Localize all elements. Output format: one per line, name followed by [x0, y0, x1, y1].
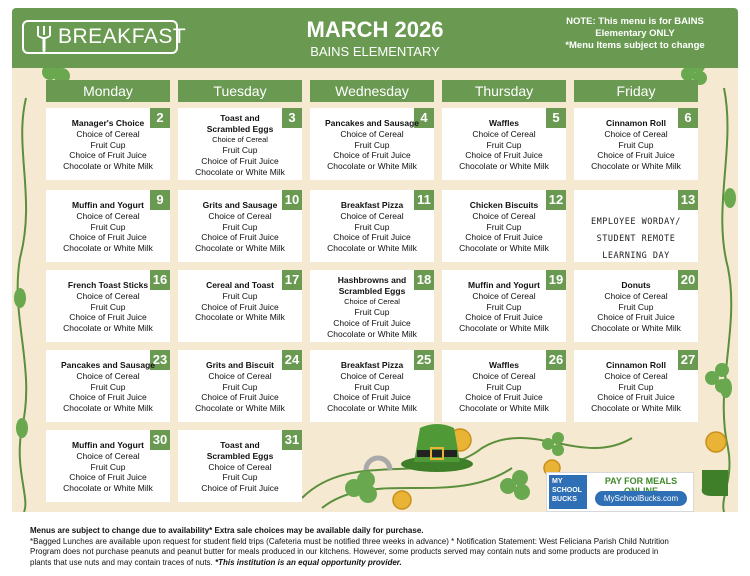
menu-side-item: Choice of Cereal [208, 210, 272, 221]
menu-side-item: Chocolate or White Milk [327, 161, 417, 172]
menu-main-item: Pancakes and Sausage [324, 118, 420, 128]
menu-side-item: Choice of Cereal [208, 370, 272, 381]
menu-side-item: Fruit Cup [90, 381, 126, 392]
menu-main-item: Cinnamon Roll [606, 118, 666, 128]
menu-main-item: Toast and [220, 440, 260, 450]
menu-side-item: Choice of Fruit Juice [201, 483, 279, 494]
menu-side-item: Fruit Cup [222, 290, 258, 301]
brand-line: BUCKS [552, 496, 577, 503]
menu-main-item: Manager's Choice [71, 118, 145, 128]
menu-main-item: Cinnamon Roll [606, 360, 666, 370]
menu-side-item: Chocolate or White Milk [591, 403, 681, 414]
menu-main-item: Muffin and Yogurt [72, 440, 144, 450]
menu-side-item: Choice of Fruit Juice [465, 232, 543, 243]
menu-items [442, 360, 566, 414]
menu-side-item: Fruit Cup [222, 472, 258, 483]
menu-main-item: Waffles [489, 360, 519, 370]
menu-items [442, 280, 566, 334]
menu-side-item: Chocolate or White Milk [195, 312, 285, 323]
menu-items [178, 200, 302, 254]
menu-items [574, 360, 698, 414]
menu-side-item: Fruit Cup [354, 381, 390, 392]
myschoolbucks-logo [549, 475, 587, 509]
calendar-day-cell [178, 190, 302, 262]
day-number: 17 [282, 270, 302, 290]
calendar-day-cell [46, 190, 170, 262]
menu-side-item: Choice of Fruit Juice [201, 232, 279, 243]
fork-icon [36, 26, 52, 52]
menu-side-item: Choice of Fruit Juice [69, 150, 147, 161]
note-line: Elementary ONLY [595, 28, 675, 39]
menu-main-item: Grits and Biscuit [205, 360, 274, 370]
calendar-day-cell [442, 108, 566, 180]
menu-side-item: Chocolate or White Milk [63, 483, 153, 494]
page-title: MARCH 2026 [306, 17, 444, 42]
menu-side-item: Choice of Fruit Juice [201, 156, 279, 167]
menu-side-item: Choice of Cereal [340, 370, 404, 381]
day-number: 19 [546, 270, 566, 290]
calendar-day-cell [310, 190, 434, 262]
logo-text: BREAKFAST [58, 25, 187, 48]
day-number: 20 [678, 270, 698, 290]
menu-side-item: Fruit Cup [90, 139, 126, 150]
menu-side-item: Fruit Cup [618, 139, 654, 150]
day-number: 9 [150, 190, 170, 210]
menu-items [46, 118, 170, 172]
menu-main-item: French Toast Sticks [67, 280, 149, 290]
menu-side-item: Choice of Fruit Juice [465, 150, 543, 161]
menu-items [310, 118, 434, 172]
menu-side-item: Choice of Fruit Juice [333, 318, 411, 329]
menu-items [442, 118, 566, 172]
menu-side-item: Chocolate or White Milk [195, 243, 285, 254]
menu-main-item: Hashbrowns and [337, 275, 407, 285]
menu-side-item: Chocolate or White Milk [459, 403, 549, 414]
menu-side-item: Choice of Cereal [76, 450, 140, 461]
menu-side-item: Fruit Cup [618, 301, 654, 312]
brand-line: MY [552, 478, 563, 485]
menu-items [574, 118, 698, 172]
calendar-day-cell [310, 270, 434, 342]
calendar-day-cell [442, 270, 566, 342]
day-number: 27 [678, 350, 698, 370]
menu-side-item: Chocolate or White Milk [459, 323, 549, 334]
menu-side-item: Choice of Cereal [604, 128, 668, 139]
menu-main-item: Muffin and Yogurt [468, 280, 540, 290]
menu-side-item: Fruit Cup [486, 301, 522, 312]
menu-items [178, 360, 302, 414]
menu-main-item: Donuts [621, 280, 651, 290]
menu-side-item: Chocolate or White Milk [459, 161, 549, 172]
menu-main-item: Toast and [220, 113, 260, 123]
day-number: 23 [150, 350, 170, 370]
menu-items [178, 440, 302, 494]
menu-note [540, 16, 730, 52]
day-header-tuesday: Tuesday [178, 80, 302, 102]
menu-main-item: Cereal and Toast [206, 280, 274, 290]
menu-side-item: Choice of Cereal [76, 210, 140, 221]
menu-main-item: Waffles [489, 118, 519, 128]
menu-side-item: Fruit Cup [90, 221, 126, 232]
menu-main-item: Chicken Biscuits [469, 200, 539, 210]
special-note-line: EMPLOYEE WORDAY/ [591, 217, 681, 227]
day-header-monday: Monday [46, 80, 170, 102]
menu-main-item: Pancakes and Sausage [60, 360, 156, 370]
menu-main-item: Scrambled Eggs [206, 123, 274, 134]
menu-side-item: Choice of Fruit Juice [465, 392, 543, 403]
menu-side-item: Choice of Cereal [76, 128, 140, 139]
day-number: 13 [678, 190, 698, 210]
menu-side-item: Choice of Fruit Juice [465, 312, 543, 323]
footer-text: plants that use nuts and may contain traces of nuts. [30, 557, 215, 567]
day-number: 3 [282, 108, 302, 128]
menu-items [310, 360, 434, 414]
calendar-day-cell [442, 190, 566, 262]
menu-side-item: Chocolate or White Milk [63, 323, 153, 334]
pay-online-text: PAY FOR MEALS [604, 476, 678, 486]
day-header-thursday: Thursday [442, 80, 566, 102]
menu-side-item: Choice of Fruit Juice [597, 312, 675, 323]
calendar-day-cell [178, 350, 302, 422]
calendar-day-cell [574, 108, 698, 180]
menu-items [178, 113, 302, 178]
menu-side-item: Choice of Fruit Juice [69, 312, 147, 323]
menu-side-item: Fruit Cup [486, 221, 522, 232]
menu-side-item: Chocolate or White Milk [591, 161, 681, 172]
day-number: 6 [678, 108, 698, 128]
menu-side-item: Chocolate or White Milk [591, 323, 681, 334]
menu-side-item: Choice of Cereal [472, 210, 536, 221]
calendar-day-cell [310, 108, 434, 180]
footer-line: Program does not purchase peanuts and peanut butter for meals produced in our kitchens. However, some products served may contain nuts and some products are produced in [30, 547, 659, 556]
menu-side-item: Chocolate or White Milk [63, 161, 153, 172]
menu-side-item: Fruit Cup [90, 301, 126, 312]
menu-side-item: Chocolate or White Milk [327, 403, 417, 414]
day-number: 10 [282, 190, 302, 210]
footer-line [30, 558, 730, 569]
day-header-friday: Friday [574, 80, 698, 102]
footer-notes [30, 526, 730, 568]
menu-side-item: Choice of Cereal [340, 210, 404, 221]
special-note-line: LEARNING DAY [602, 251, 670, 261]
menu-side-item: Chocolate or White Milk [327, 328, 417, 339]
myschoolbucks-link[interactable]: MySchoolBucks.com [595, 491, 687, 506]
menu-items [574, 280, 698, 334]
menu-side-item: Choice of Cereal [340, 128, 404, 139]
menu-side-item: Fruit Cup [222, 381, 258, 392]
menu-side-item: Choice of Fruit Juice [201, 301, 279, 312]
footer-line: Menus are subject to change due to availability* Extra sale choices may be available daily for purchase. [30, 526, 424, 535]
day-number: 30 [150, 430, 170, 450]
calendar-day-cell [178, 430, 302, 502]
day-number: 18 [414, 270, 434, 290]
day-number: 12 [546, 190, 566, 210]
breakfast-logo [22, 20, 187, 54]
menu-side-item: Chocolate or White Milk [195, 403, 285, 414]
menu-side-item: Chocolate or White Milk [63, 243, 153, 254]
menu-side-item: Fruit Cup [222, 221, 258, 232]
day-header-wednesday: Wednesday [310, 80, 434, 102]
menu-main-item: Muffin and Yogurt [72, 200, 144, 210]
day-number: 25 [414, 350, 434, 370]
day-number: 11 [414, 190, 434, 210]
menu-side-item: Choice of Fruit Juice [333, 392, 411, 403]
menu-main-item: Breakfast Pizza [340, 360, 404, 370]
menu-main-item: Breakfast Pizza [340, 200, 404, 210]
menu-side-item: Choice of Fruit Juice [69, 232, 147, 243]
menu-side-item: Choice of Fruit Juice [201, 392, 279, 403]
calendar-day-cell [178, 108, 302, 180]
menu-side-item: Chocolate or White Milk [327, 243, 417, 254]
menu-side-item: Chocolate or White Milk [459, 243, 549, 254]
menu-side-item: Choice of Cereal [212, 134, 268, 144]
menu-side-item: Fruit Cup [354, 307, 390, 318]
menu-side-item: Fruit Cup [354, 221, 390, 232]
menu-side-item: Choice of Cereal [76, 290, 140, 301]
menu-main-item: Scrambled Eggs [206, 450, 274, 461]
menu-side-item: Choice of Cereal [472, 290, 536, 301]
day-number: 31 [282, 430, 302, 450]
special-note-line: STUDENT REMOTE [596, 234, 676, 244]
menu-side-item: Choice of Fruit Juice [333, 232, 411, 243]
menu-side-item: Fruit Cup [90, 461, 126, 472]
menu-side-item: Choice of Cereal [76, 370, 140, 381]
calendar-day-cell [310, 350, 434, 422]
calendar-day-cell [574, 270, 698, 342]
menu-side-item: Chocolate or White Milk [195, 166, 285, 177]
menu-side-item: Choice of Fruit Juice [597, 150, 675, 161]
menu-side-item: Choice of Cereal [472, 128, 536, 139]
note-line: *Menu Items subject to change [565, 40, 705, 51]
menu-side-item: Choice of Cereal [344, 296, 400, 306]
menu-side-item: Choice of Cereal [604, 290, 668, 301]
day-number: 5 [546, 108, 566, 128]
calendar-day-cell [46, 270, 170, 342]
menu-side-item: Choice of Cereal [208, 461, 272, 472]
menu-items [178, 280, 302, 323]
menu-side-item: Fruit Cup [222, 145, 258, 156]
calendar-day-cell [46, 430, 170, 502]
menu-items [310, 275, 434, 340]
equal-opportunity-statement: *This institution is an equal opportunity provider. [215, 557, 402, 567]
calendar-day-cell [442, 350, 566, 422]
day-number: 26 [546, 350, 566, 370]
menu-side-item: Choice of Fruit Juice [69, 392, 147, 403]
menu-items [46, 440, 170, 494]
menu-items [442, 200, 566, 254]
menu-items [46, 280, 170, 334]
menu-side-item: Choice of Fruit Juice [597, 392, 675, 403]
menu-side-item: Choice of Fruit Juice [69, 472, 147, 483]
calendar-day-cell [46, 108, 170, 180]
menu-side-item: Fruit Cup [486, 139, 522, 150]
special-day-note [582, 214, 690, 265]
menu-items [46, 360, 170, 414]
day-number: 4 [414, 108, 434, 128]
menu-side-item: Choice of Cereal [604, 370, 668, 381]
menu-items [46, 200, 170, 254]
day-number: 16 [150, 270, 170, 290]
menu-side-item: Chocolate or White Milk [63, 403, 153, 414]
brand-line: SCHOOL [552, 487, 582, 494]
footer-line: *Bagged Lunches are available upon request for student field trips (Cafeteria must be notified three weeks in advance) * Notification Statement: West Feliciana Parish Child Nutrition [30, 536, 669, 546]
menu-side-item: Choice of Cereal [472, 370, 536, 381]
day-number: 2 [150, 108, 170, 128]
menu-side-item: Fruit Cup [618, 381, 654, 392]
menu-main-item: Grits and Sausage [202, 200, 278, 210]
myschoolbucks-banner[interactable] [546, 472, 694, 512]
day-number: 24 [282, 350, 302, 370]
note-line: NOTE: This menu is for BAINS [566, 16, 704, 27]
menu-side-item: Choice of Fruit Juice [333, 150, 411, 161]
menu-side-item: Fruit Cup [354, 139, 390, 150]
calendar-day-cell [178, 270, 302, 342]
menu-main-item: Scrambled Eggs [338, 285, 406, 296]
menu-items [310, 200, 434, 254]
school-name: BAINS ELEMENTARY [310, 44, 440, 59]
calendar-day-cell [574, 190, 698, 262]
menu-side-item: Fruit Cup [486, 381, 522, 392]
calendar-day-cell [574, 350, 698, 422]
calendar-day-cell [46, 350, 170, 422]
